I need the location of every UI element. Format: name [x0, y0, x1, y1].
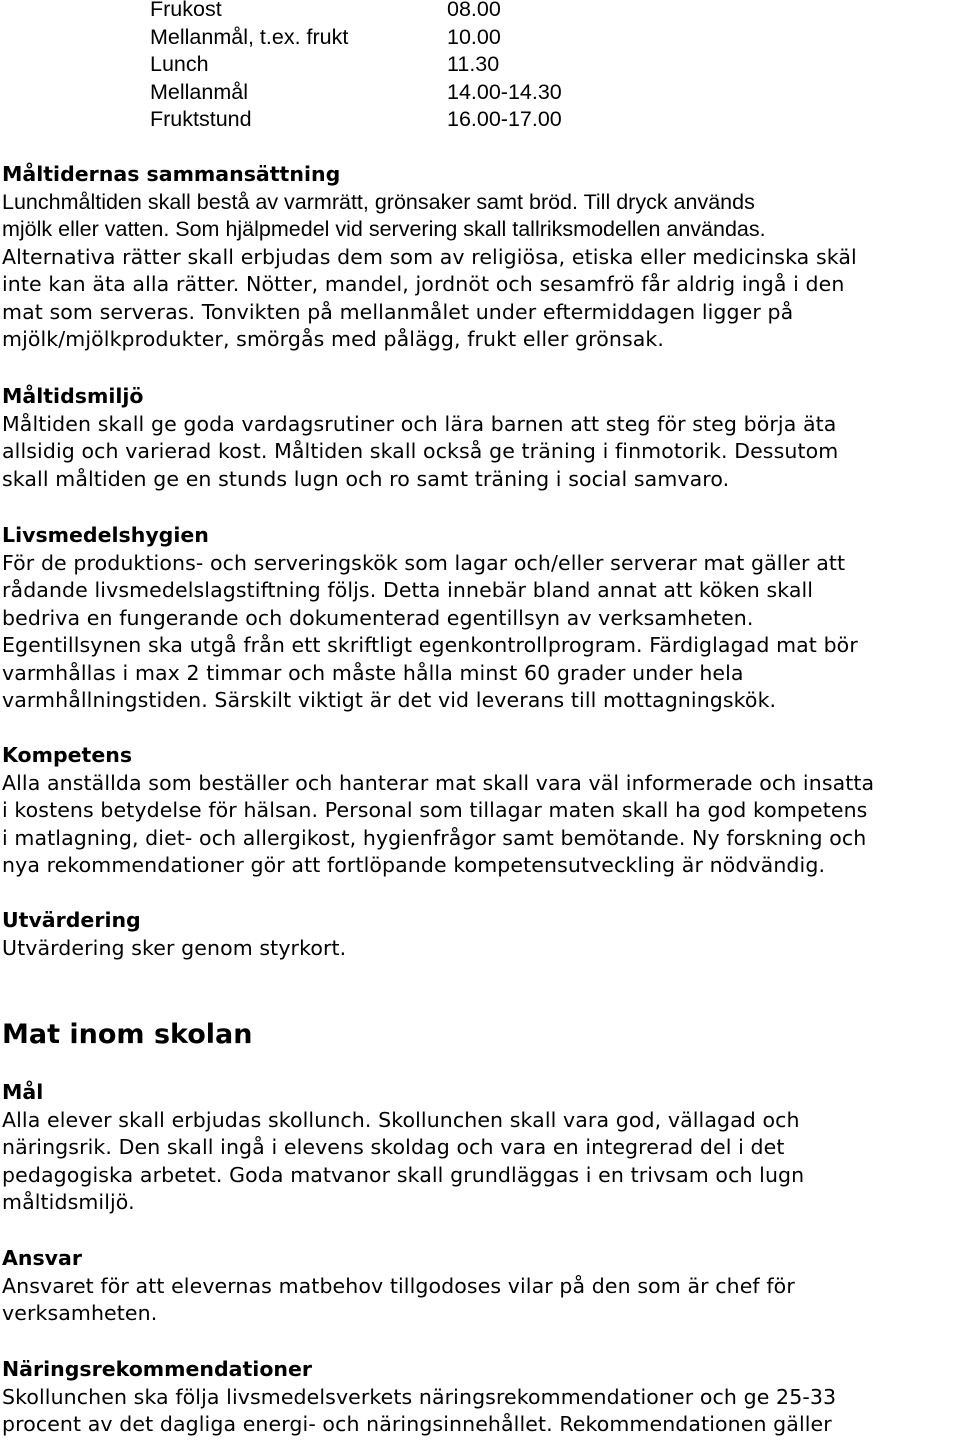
section-kompetens [2, 742, 960, 880]
schedule-row [150, 106, 562, 134]
paragraph-line: Måltiden skall ge goda vardagsrutiner och lära barnen att steg för steg börja äta [2, 411, 837, 436]
paragraph-line: pedagogiska arbetet. Goda matvanor skall grundläggas i en trivsam och lugn [2, 1162, 805, 1187]
section-maltidsmiljo [2, 383, 960, 493]
section-heading: Kompetens [2, 743, 133, 767]
section-mat-inom-skolan [2, 1017, 960, 1053]
paragraph-line: procent av det dagliga energi- och näringsinnehållet. Rekommendationen gäller [2, 1412, 832, 1436]
section-heading: Måltidernas sammansättning [2, 162, 341, 186]
section-heading: Måltidsmiljö [2, 384, 144, 408]
paragraph-line: Ansvaret för att elevernas matbehov tillgodoses vilar på den som är chef för [2, 1273, 795, 1298]
paragraph-line: i kostens betydelse för hälsan. Personal som tillagar maten skall ha god kompetens [2, 798, 868, 822]
meal-schedule [150, 0, 562, 134]
schedule-row [150, 0, 562, 24]
schedule-meal: Fruktstund [150, 107, 252, 131]
paragraph-line: Alternativa rätter skall erbjudas dem som av religiösa, etiska eller medicinska skäl [2, 244, 857, 269]
paragraph-line: näringsrik. Den skall ingå i elevens skoldag och vara en integrerad del i det [2, 1135, 785, 1159]
section-mal [2, 1079, 960, 1217]
paragraph-line: varmhållningstiden. Särskilt viktigt är det vid leverans till mottagningskök. [2, 688, 777, 712]
paragraph-line: i matlagning, diet- och allergikost, hygienfrågor samt bemötande. Ny forskning och [2, 825, 867, 850]
section-livsmedelshygien [2, 522, 960, 715]
schedule-time: 11.30 [447, 52, 500, 76]
paragraph-line: Alla elever skall erbjudas skollunch. Skollunchen skall vara god, vällagad och [2, 1107, 800, 1132]
paragraph-line: Utvärdering sker genom styrkort. [2, 935, 347, 960]
paragraph-line: allsidig och varierad kost. Måltiden skall också ge träning i finmotorik. Dessutom [2, 439, 839, 463]
schedule-time: 16.00-17.00 [447, 107, 562, 131]
schedule-meal: Lunch [150, 52, 209, 76]
section-heading: Utvärdering [2, 908, 141, 932]
paragraph-line: Egentillsynen ska utgå från ett skriftligt egenkontrollprogram. Färdiglagad mat bör [2, 633, 858, 657]
schedule-meal: Frukost [150, 0, 222, 21]
paragraph-line: mjölk eller vatten. Som hjälpmedel vid servering skall tallriksmodellen användas. [2, 217, 766, 241]
paragraph-line: varmhållas i max 2 timmar och måste hålla minst 60 grader under hela [2, 660, 744, 685]
section-ansvar [2, 1245, 960, 1328]
section-heading: Livsmedelshygien [2, 523, 209, 547]
paragraph-line: måltidsmiljö. [2, 1190, 135, 1214]
paragraph-line: inte kan äta alla rätter. Nötter, mandel, jordnöt och sesamfrö får aldrig ingå i den [2, 272, 845, 296]
schedule-meal: Mellanmål [150, 79, 248, 104]
section-maltidernas-sammansattning [2, 161, 960, 354]
paragraph-line: För de produktions- och serveringskök som lagar och/eller serverar mat gäller att [2, 550, 846, 575]
paragraph-line: mat som serveras. Tonvikten på mellanmålet under eftermiddagen ligger på [2, 299, 794, 324]
schedule-row [150, 24, 562, 52]
paragraph-line: skall måltiden ge en stunds lugn och ro samt träning i social samvaro. [2, 466, 730, 491]
schedule-time: 10.00 [447, 24, 501, 49]
paragraph-line: bedriva en fungerande och dokumenterad egentillsyn av verksamheten. [2, 605, 754, 630]
section-heading: Näringsrekommendationer [2, 1357, 313, 1381]
paragraph-line: Lunchmåltiden skall bestå av varmrätt, grönsaker samt bröd. Till dryck används [2, 189, 755, 214]
paragraph-line: rådande livsmedelslagstiftning följs. Detta innebär bland annat att köken skall [2, 578, 814, 602]
schedule-time: 14.00-14.30 [447, 79, 562, 104]
paragraph-line: nya rekommendationer gör att fortlöpande kompetensutveckling är nödvändig. [2, 853, 826, 877]
section-heading: Mål [2, 1080, 44, 1104]
paragraph-line: verksamheten. [2, 1301, 158, 1325]
schedule-row [150, 79, 562, 107]
section-naringsrekommendationer [2, 1356, 960, 1439]
chapter-heading: Mat inom skolan [2, 1019, 253, 1050]
paragraph-line: Alla anställda som beställer och hanterar mat skall vara väl informerade och insatta [2, 770, 875, 795]
schedule-row [150, 51, 562, 79]
schedule-meal: Mellanmål, t.ex. frukt [150, 24, 349, 49]
schedule-time: 08.00 [447, 0, 501, 21]
paragraph-line: Skollunchen ska följa livsmedelsverkets näringsrekommendationer och ge 25-33 [2, 1384, 837, 1409]
section-utvardering [2, 907, 960, 962]
section-heading: Ansvar [2, 1246, 82, 1270]
paragraph-line: mjölk/mjölkprodukter, smörgås med pålägg, frukt eller grönsak. [2, 327, 664, 351]
